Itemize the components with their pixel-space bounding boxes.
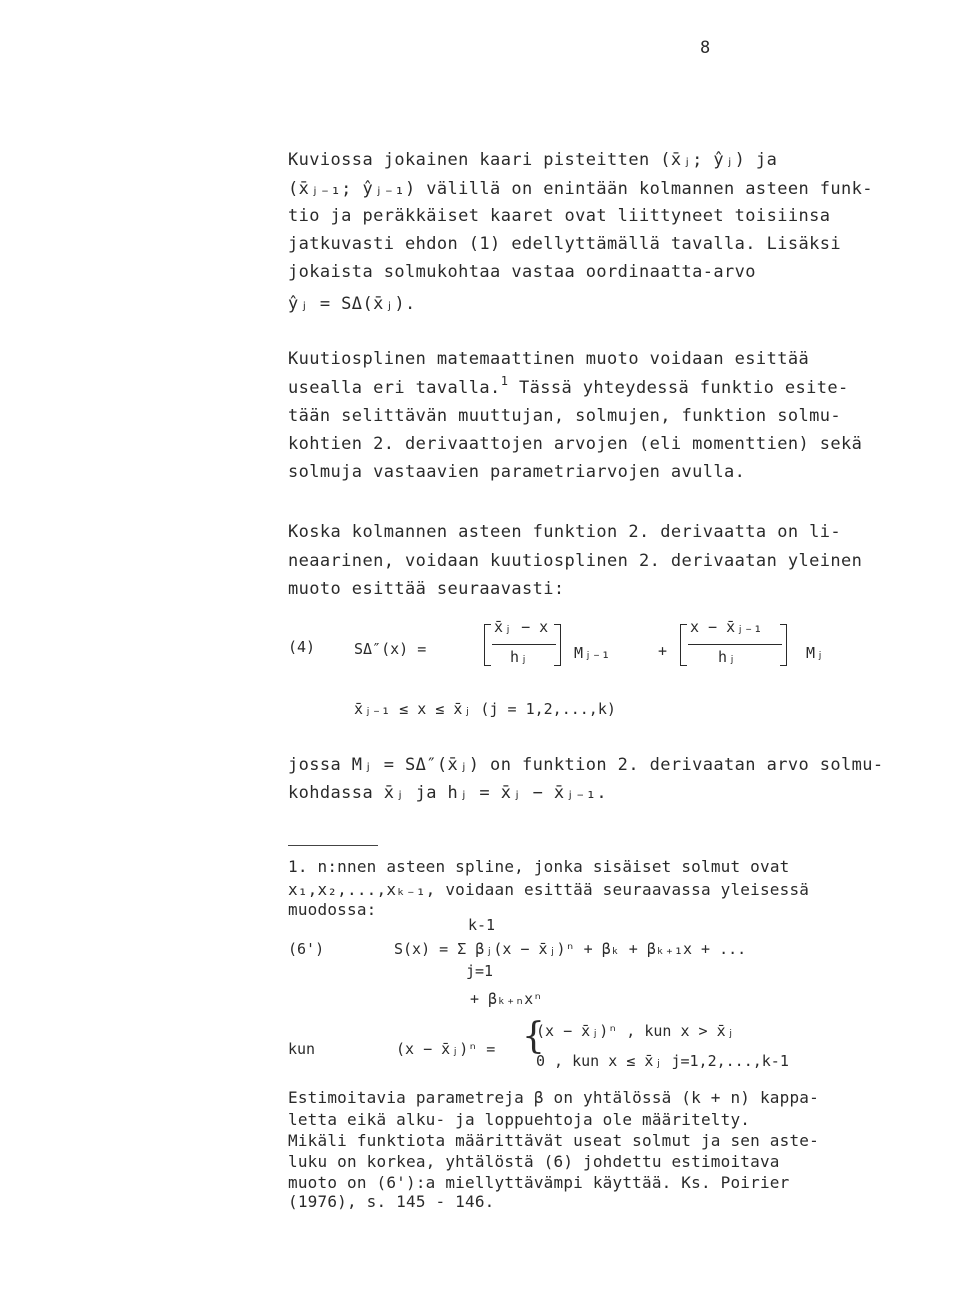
eq4-num1: x̄ⱼ − x — [494, 618, 549, 636]
footnote-para-line-2: letta eikä alku- ja loppuehtoja ole määritelty. — [288, 1110, 751, 1129]
eq4-plus: + — [658, 642, 668, 660]
piecewise-case-1: (x − x̄ⱼ)ⁿ , kun x > x̄ⱼ — [536, 1022, 735, 1040]
p1-line-3: tio ja peräkkäiset kaaret ovat liittyneet toisiinsa — [288, 206, 831, 226]
eq4-bracket-right-1 — [554, 624, 561, 666]
eq4-m1: Mⱼ₋₁ — [574, 644, 611, 662]
eq4-lhs: SΔ″(x) = — [354, 640, 427, 658]
p2-line-2 — [288, 374, 849, 398]
p1-line-4: jatkuvasti ehdon (1) edellyttämällä tavalla. Lisäksi — [288, 234, 842, 254]
eq4-bracket-right-2 — [780, 624, 787, 666]
footnote-ref: 1 — [500, 374, 509, 388]
eq4-condition: x̄ⱼ₋₁ ≤ x ≤ x̄ⱼ (j = 1,2,...,k) — [354, 700, 616, 718]
footnote-separator — [288, 845, 378, 846]
p2-line-4: kohtien 2. derivaattojen arvojen (eli momenttien) sekä — [288, 434, 863, 454]
eq6-sum-top: k-1 — [468, 916, 496, 934]
piecewise-case-2: 0 , kun x ≤ x̄ⱼ j=1,2,...,k-1 — [536, 1052, 789, 1070]
page-number: 8 — [700, 38, 711, 58]
footnote-line-1 — [288, 857, 790, 876]
piecewise-lhs: (x − x̄ⱼ)ⁿ = — [396, 1040, 496, 1058]
p2-line-5: solmuja vastaavien parametriarvojen avulla. — [288, 462, 746, 482]
p1-line-2: (x̄ⱼ₋₁; ŷⱼ₋₁) välillä on enintään kolmannen asteen funk- — [288, 179, 873, 199]
eq4-bracket-left-1 — [484, 624, 491, 666]
eq4-den1: hⱼ — [510, 648, 529, 666]
eq4-bracket-left-2 — [680, 624, 687, 666]
eq6-main: S(x) = Σ βⱼ(x − x̄ⱼ)ⁿ + βₖ + βₖ₊₁x + ... — [394, 940, 747, 958]
p3-line-2: neaarinen, voidaan kuutiosplinen 2. derivaatan yleinen — [288, 551, 863, 571]
p2-line-3: tään selittävän muuttujan, solmujen, funktion solmu- — [288, 406, 842, 426]
p1-line-1: Kuviossa jokainen kaari pisteitten (x̄ⱼ; ŷⱼ) ja — [288, 150, 778, 170]
footnote-para-line-6: (1976), s. 145 - 146. — [288, 1192, 495, 1211]
p1-line-6: ŷⱼ = SΔ(x̄ⱼ). — [288, 294, 416, 314]
eq4-den2: hⱼ — [718, 648, 737, 666]
footnote-para-line-3: Mikäli funktiota määrittävät useat solmut ja sen aste- — [288, 1131, 819, 1150]
kun-label: kun — [288, 1040, 316, 1058]
footnote-text-1: n:nnen asteen spline, jonka sisäiset solmut ovat — [317, 857, 790, 876]
footnote-line-3: muodossa: — [288, 900, 377, 919]
footnote-para-line-1: Estimoitavia parametreja β on yhtälössä (k + n) kappa- — [288, 1088, 819, 1107]
p1-line-5: jokaista solmukohtaa vastaa oordinaatta-arvo — [288, 262, 756, 282]
p2-line-1: Kuutiosplinen matemaattinen muoto voidaan esittää — [288, 349, 810, 369]
p2-line-2a: usealla eri tavalla. — [288, 378, 501, 398]
eq6-sum-bottom: j=1 — [466, 962, 494, 980]
footnote-para-line-4: luku on korkea, yhtälöstä (6) johdettu estimoitava — [288, 1152, 780, 1171]
eq4-m2: Mⱼ — [806, 644, 825, 662]
eq6-continuation: + βₖ₊ₙxⁿ — [470, 990, 543, 1008]
eq4-fracbar-1 — [492, 644, 556, 645]
p2-line-2b: Tässä yhteydessä funktio esite- — [508, 378, 849, 398]
footnote-line-2: x₁,x₂,...,xₖ₋₁, voidaan esittää seuraavassa yleisessä — [288, 880, 810, 899]
eq4-num2: x − x̄ⱼ₋₁ — [690, 618, 763, 636]
eq6-label: (6') — [288, 940, 325, 958]
p3-line-3: muoto esittää seuraavasti: — [288, 579, 565, 599]
p4-line-1: jossa Mⱼ = SΔ″(x̄ⱼ) on funktion 2. derivaatan arvo solmu- — [288, 755, 884, 775]
piecewise-brace: { — [522, 1016, 545, 1057]
p3-line-1: Koska kolmannen asteen funktion 2. derivaatta on li- — [288, 522, 842, 542]
footnote-para-line-5: muoto on (6'):a miellyttävämpi käyttää. Ks. Poirier — [288, 1173, 790, 1192]
eq4-label: (4) — [288, 638, 316, 656]
eq4-fracbar-2 — [688, 644, 782, 645]
footnote-marker: 1. — [288, 857, 308, 876]
p4-line-2: kohdassa x̄ⱼ ja hⱼ = x̄ⱼ − x̄ⱼ₋₁. — [288, 783, 608, 803]
